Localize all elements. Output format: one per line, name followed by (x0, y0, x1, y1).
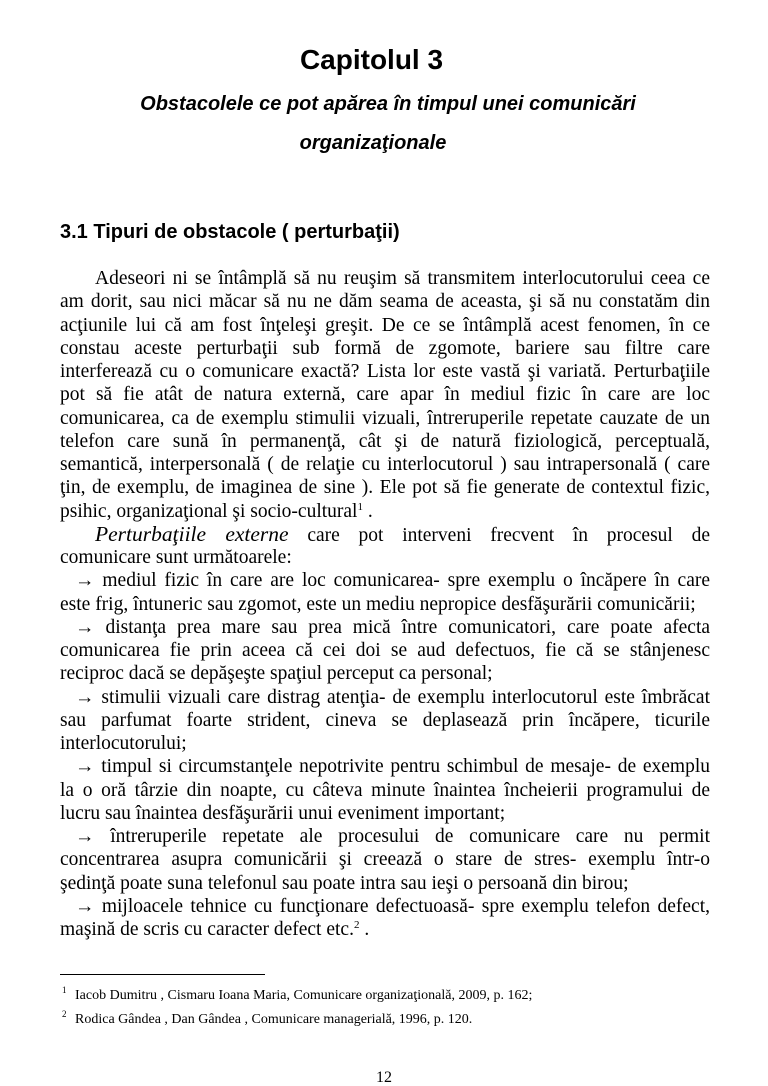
page-number: 12 (376, 1069, 392, 1086)
paragraph-line: ţin, de exemplu, de imaginea de sine ). Ele pot să fie generate de contextul fizic, (60, 477, 710, 499)
list-item-line: comunicarea fie prin aceea că cei doi se aud defectuos, fie că se stânjenesc (60, 640, 710, 661)
footnotes (60, 984, 710, 1032)
paragraph-line (60, 500, 710, 523)
arrow-bullet-icon: → (75, 895, 95, 917)
list-item-line (60, 895, 710, 918)
list-item (60, 686, 710, 756)
list-item-text: timpul si circumstanţele nepotrivite pentru schimbul de mesaje- de exemplu (101, 756, 710, 778)
list-item-text: maşină de scris cu caracter defect etc. (60, 919, 354, 940)
chapter-subtitle-line: organizaţionale (299, 132, 447, 154)
paragraph-line-text: care pot interveni frecvent în procesul de (307, 524, 710, 546)
paragraph-line: semantică, interpersonală ( de relaţie cu interlocutorul ) sau intrapersonală ( care (60, 454, 710, 475)
footnote-text: Rodica Gândea , Dan Gândea , Comunicare managerială, 1996, p. 120. (75, 1012, 473, 1027)
list-item-line: sau parfumat foarte strident, cineva se deplasează prin încăpere, ticurile (60, 709, 710, 731)
arrow-list (60, 569, 710, 941)
list-item-line: concentrarea asupra comunicării şi creează o stare de stres- exemplu într-o (60, 849, 710, 871)
footnote-text: Iacob Dumitru , Cismaru Ioana Maria, Comunicare organizaţională, 2009, p. 162; (75, 988, 533, 1003)
list-item-end: . (364, 919, 370, 940)
list-item (60, 616, 710, 686)
emphasis-text: Perturbaţiile externe (95, 521, 289, 546)
footnote-separator (60, 974, 265, 975)
paragraph-line: Adeseori ni se întâmplă să nu reuşim să transmitem interlocutorului ceea ce (95, 268, 710, 289)
list-item-line: interlocutorului; (60, 733, 187, 754)
intro-paragraph (60, 267, 710, 523)
list-item-line (60, 569, 710, 592)
list-item (60, 755, 710, 825)
arrow-bullet-icon: → (75, 686, 95, 708)
paragraph-line: comunicarea, ca de exemplu stimulii vizuali, întreruperile repetate cauzate de un (60, 407, 710, 429)
list-item-text: distanţa prea mare sau prea mică între comunicatori, care poate afecta (105, 616, 711, 638)
list-item-text: întreruperile repetate ale procesului de comunicare care nu permit (110, 826, 710, 847)
list-item-text: stimulii vizuali care distrag atenţia- de exemplu interlocutorul este îmbrăcat (101, 686, 711, 708)
list-item-line (60, 918, 710, 941)
list-item (60, 895, 710, 942)
list-item-line: reciproc dacă se depăşeşte spaţiul perceput ca personal; (60, 663, 493, 685)
paragraph-line (60, 523, 710, 546)
footnote: 1 Iacob Dumitru , Cismaru Ioana Maria, Comunicare organizaţională, 2009, p. 162; (62, 985, 533, 1003)
list-item-line (60, 755, 710, 778)
footnote-ref: 1 (357, 500, 363, 513)
arrow-bullet-icon: → (75, 756, 95, 778)
footnote-ref: 2 (353, 919, 360, 931)
footnote: 2 Rodica Gândea , Dan Gândea , Comunicare managerială, 1996, p. 120. (62, 1009, 473, 1027)
arrow-bullet-icon: → (75, 570, 95, 592)
paragraph-line: constau aceste perturbaţii sub formă de zgomote, bariere sau filtre care (60, 337, 710, 359)
paragraph-line-text: psihic, organizaţional şi socio-cultural (60, 500, 358, 522)
arrow-bullet-icon: → (75, 826, 95, 847)
arrow-bullet-icon: → (75, 616, 95, 638)
list-item-text: mediul fizic în care are loc comunicarea- spre exemplu o încăpere în care (102, 570, 710, 592)
list-item-line (60, 686, 710, 709)
list-item-line: şedinţă poate suna telefonul sau poate intra sau ieşi o persoană din birou; (60, 872, 629, 894)
list-item-line: este frig, întuneric sau zgomot, este un mediu nepropice desfăşurării comunicării; (60, 593, 696, 615)
list-item-line: la o oră târzie din noapte, cu câteva minute înaintea încheierii programului de (60, 779, 710, 801)
paragraph-line: interferează cu o comunicare exactă? Lista lor este vastă şi variată. Perturbaţiile (60, 361, 710, 382)
paragraph-line: acţiunile lui că am fost înţeleşi greşit. De ce se întâmplă acest fenomen, în ce (60, 314, 710, 336)
section-heading: 3.1 Tipuri de obstacole ( perturbaţii) (60, 221, 400, 243)
list-item-line (60, 616, 710, 639)
chapter-subtitle-line: Obstacolele ce pot apărea în timpul unei comunicări (140, 93, 636, 115)
list-item-line (60, 825, 710, 848)
paragraph-line-end: . (367, 500, 373, 522)
chapter-title: Capitolul 3 (299, 44, 444, 75)
list-item-text: mijloacele tehnice cu funcţionare defectuoasă- spre exemplu telefon defect, (101, 895, 711, 917)
paragraph-line: pot să fie atât de natura externă, care apar în mediul fizic în care are loc (60, 384, 710, 406)
paragraph-line: am dorit, sau nici măcar să nu ne dăm seama de aceasta, şi să nu constatăm din (60, 291, 710, 313)
list-item-line: lucru sau înaintea desfăşurării unui eveniment important; (60, 802, 506, 824)
paragraph-line: telefon care sună în permanenţă, cât şi de natură fiziologică, perceptuală, (60, 430, 710, 452)
external-paragraph (60, 523, 710, 570)
list-item (60, 569, 710, 616)
list-item (60, 825, 710, 895)
paragraph-line: comunicare sunt următoarele: (60, 547, 292, 568)
body-text (60, 267, 710, 941)
